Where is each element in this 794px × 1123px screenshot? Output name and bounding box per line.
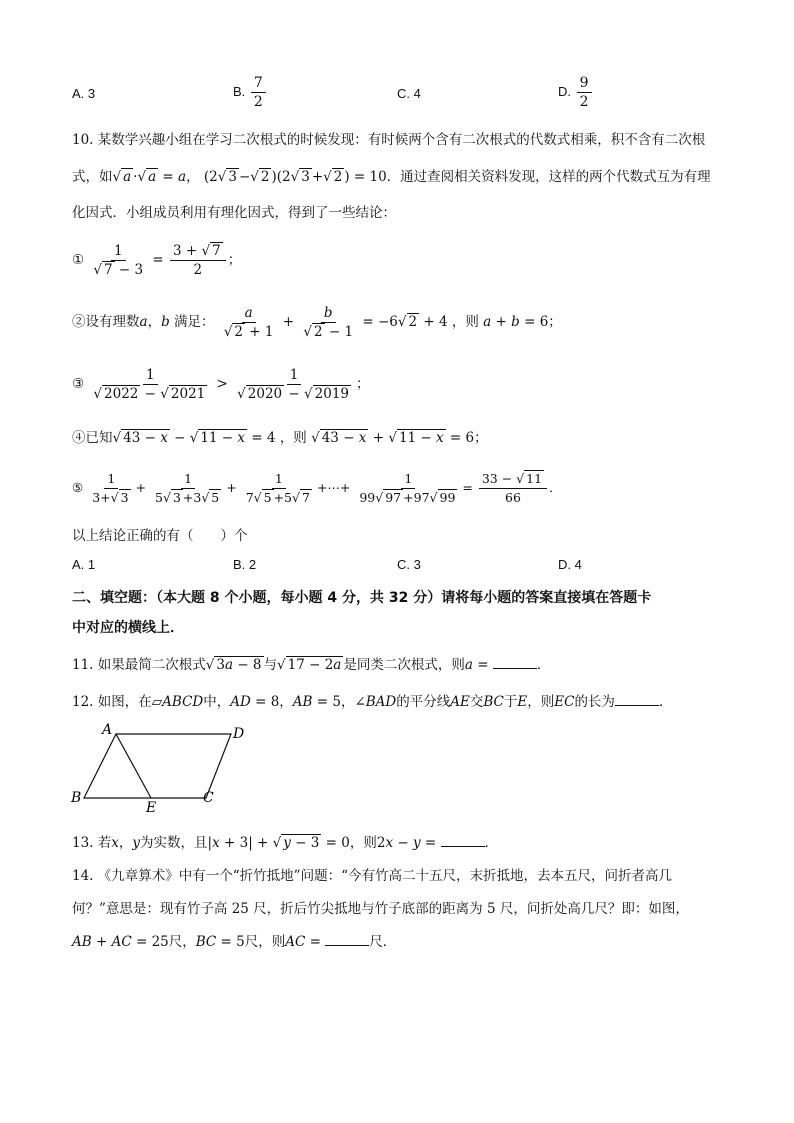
q12-c: ， [279, 694, 293, 710]
q10-c4-a: ④已知 [72, 430, 113, 446]
q14-line1: 14. 《九章算术》中有一个“折竹抵地”问题：“今有竹高二十五尺，末折抵地，去本五尺，问折者高几 [72, 868, 672, 884]
q9-option-a: A. 3 [72, 86, 96, 101]
q10-conclusion-5: ⑤ $\frac{1}{3+√ 3}$ + $\frac{1}{5√ 3 +3√ 5}$ + $\frac{1}{7√ 5 +5√ 7}$ +⋯+ $\frac{1}{99√ 97 +97√ 99}$ = $\frac{33 - √ 11}{66}$ ． [72, 470, 562, 507]
q13-answer-blank[interactable] [441, 832, 485, 847]
q10-conclusion-4: ④已知√ 43 − x − √ 11 − x = 4 ，则 √ 43 − x + √ 11 − x = 6； [72, 428, 488, 448]
q9-option-b-label: B. [233, 83, 246, 99]
figure-label-d: D [233, 726, 245, 742]
q14-line3-a: 尺， [168, 934, 196, 950]
q13: 13. 若x，y为实数，且|x + 3| + √ y − 3 = 0，则2x − y = ． [72, 832, 498, 853]
q9-option-c: C. 4 [397, 86, 421, 101]
figure-label-a: A [102, 722, 113, 738]
q10-option-c: C. 3 [397, 557, 421, 572]
figure-label-b: B [71, 790, 82, 806]
q9-d-num: 9 [577, 74, 592, 93]
q12-f: 交 [469, 694, 484, 710]
figure-label-c: C [203, 790, 214, 806]
q10-line3: 化因式．小组成员利用有理化因式，得到了一些结论： [72, 205, 396, 221]
q12-h: ，则 [527, 694, 555, 710]
q11-b: 与 [263, 657, 278, 673]
q10-line2-c: ．通过查阅相关资料发现，这样的两个代数式互为有理 [386, 169, 711, 185]
q13-b: 为实数，且 [140, 835, 208, 851]
q13-c: ，则 [349, 835, 377, 851]
section2-heading-line1: 二、填空题：（本大题 8 个小题，每小题 4 分，共 32 分）请将每小题的答案直接填在答题卡 [72, 590, 652, 606]
q10-question: 以上结论正确的有（ ）个 [72, 528, 248, 544]
q12-b: 中， [203, 694, 231, 710]
q14-line2: 何？”意思是：现有竹子高 25 尺，折后竹尖抵地与竹子底部的距离为 5 尺，问折处高几尺？即：如图， [72, 901, 689, 917]
q10-option-b: B. 2 [233, 557, 257, 572]
q9-d-den: 2 [579, 94, 589, 110]
q10-c2-b: 满足： [174, 314, 215, 330]
q12-answer-blank[interactable] [615, 691, 659, 706]
q14-line3-c: 尺． [369, 934, 397, 950]
q11-a: 11. 如果最简二次根式 [72, 657, 206, 673]
q9-b-num: 7 [251, 74, 266, 93]
q10-c4-b: ，则 [279, 430, 307, 446]
q10-option-a: A. 1 [72, 557, 96, 572]
q10-c2-a: ②设有理数 [72, 314, 140, 330]
q12: 12. 如图，在▱ABCD中，AD = 8，AB = 5，∠BAD的平分线AE交BC于E，则EC的长为 ． [72, 691, 672, 712]
q12-i: 的长为 [574, 694, 615, 710]
q9-option-d [558, 74, 594, 111]
q14-answer-blank[interactable] [325, 931, 369, 946]
q12-a: 12. 如图，在▱ [72, 694, 163, 710]
q11: 11. 如果最简二次根式√ 3a − 8 与√ 17 − 2a 是同类二次根式，则a = ． [72, 654, 550, 675]
q9-option-b [233, 74, 268, 111]
section2-heading-line2: 中对应的横线上． [72, 620, 184, 636]
q10-c5-mark: ⑤ [72, 480, 84, 495]
q10-c1-mark: ① [72, 252, 85, 268]
q12-e: 的平分线 [396, 694, 451, 710]
q10-conclusion-2: ②设有理数a，b 满足： a √ 2 + 1 + b √ 2 − 1 = −6√ 2 + 4 ，则 a + b = 6； [72, 304, 562, 341]
q10-conclusion-1: ① 1 √ 7 − 3 = $\frac{3 + √ 7}{2}$ ； [72, 242, 241, 279]
q10-c2-c: ，则 [451, 314, 479, 330]
q12-g: 于 [503, 694, 518, 710]
q10-c3-mark: ③ [72, 376, 85, 392]
q11-answer-blank[interactable] [493, 654, 537, 669]
q10-option-d: D. 4 [558, 557, 582, 572]
q11-c: 是同类二次根式，则 [343, 657, 465, 673]
q14-line3-b: 尺，则 [244, 934, 286, 950]
q10-conclusion-3: ③ 1 √ 2022 − √ 2021 > 1 √ 2020 − √ 2019 ； [72, 366, 370, 403]
q13-a: 13. 若 [72, 835, 112, 851]
q14-line3: AB + AC = 25尺，BC = 5尺，则AC = 尺． [72, 931, 396, 952]
q10-line2-b: ， [186, 169, 200, 185]
q9-option-d-label: D. [558, 83, 571, 99]
q10-line2: 式，如√ a ·√ a = a， (2√ 3 −√ 2 )(2√ 3 +√ 2 ) = 10．通过查阅相关资料发现，这样的两个代数式互为有理 [72, 167, 711, 187]
q9-b-den: 2 [253, 94, 263, 110]
figure-label-e: E [146, 800, 157, 814]
q10-line1: 10. 某数学兴趣小组在学习二次根式的时候发现：有时候两个含有二次根式的代数式相乘，积不含有二次根 [72, 132, 706, 148]
q10-line2-a: 式，如 [72, 169, 113, 185]
parallelogram-figure [66, 718, 256, 814]
q12-d: ，∠ [340, 694, 366, 710]
